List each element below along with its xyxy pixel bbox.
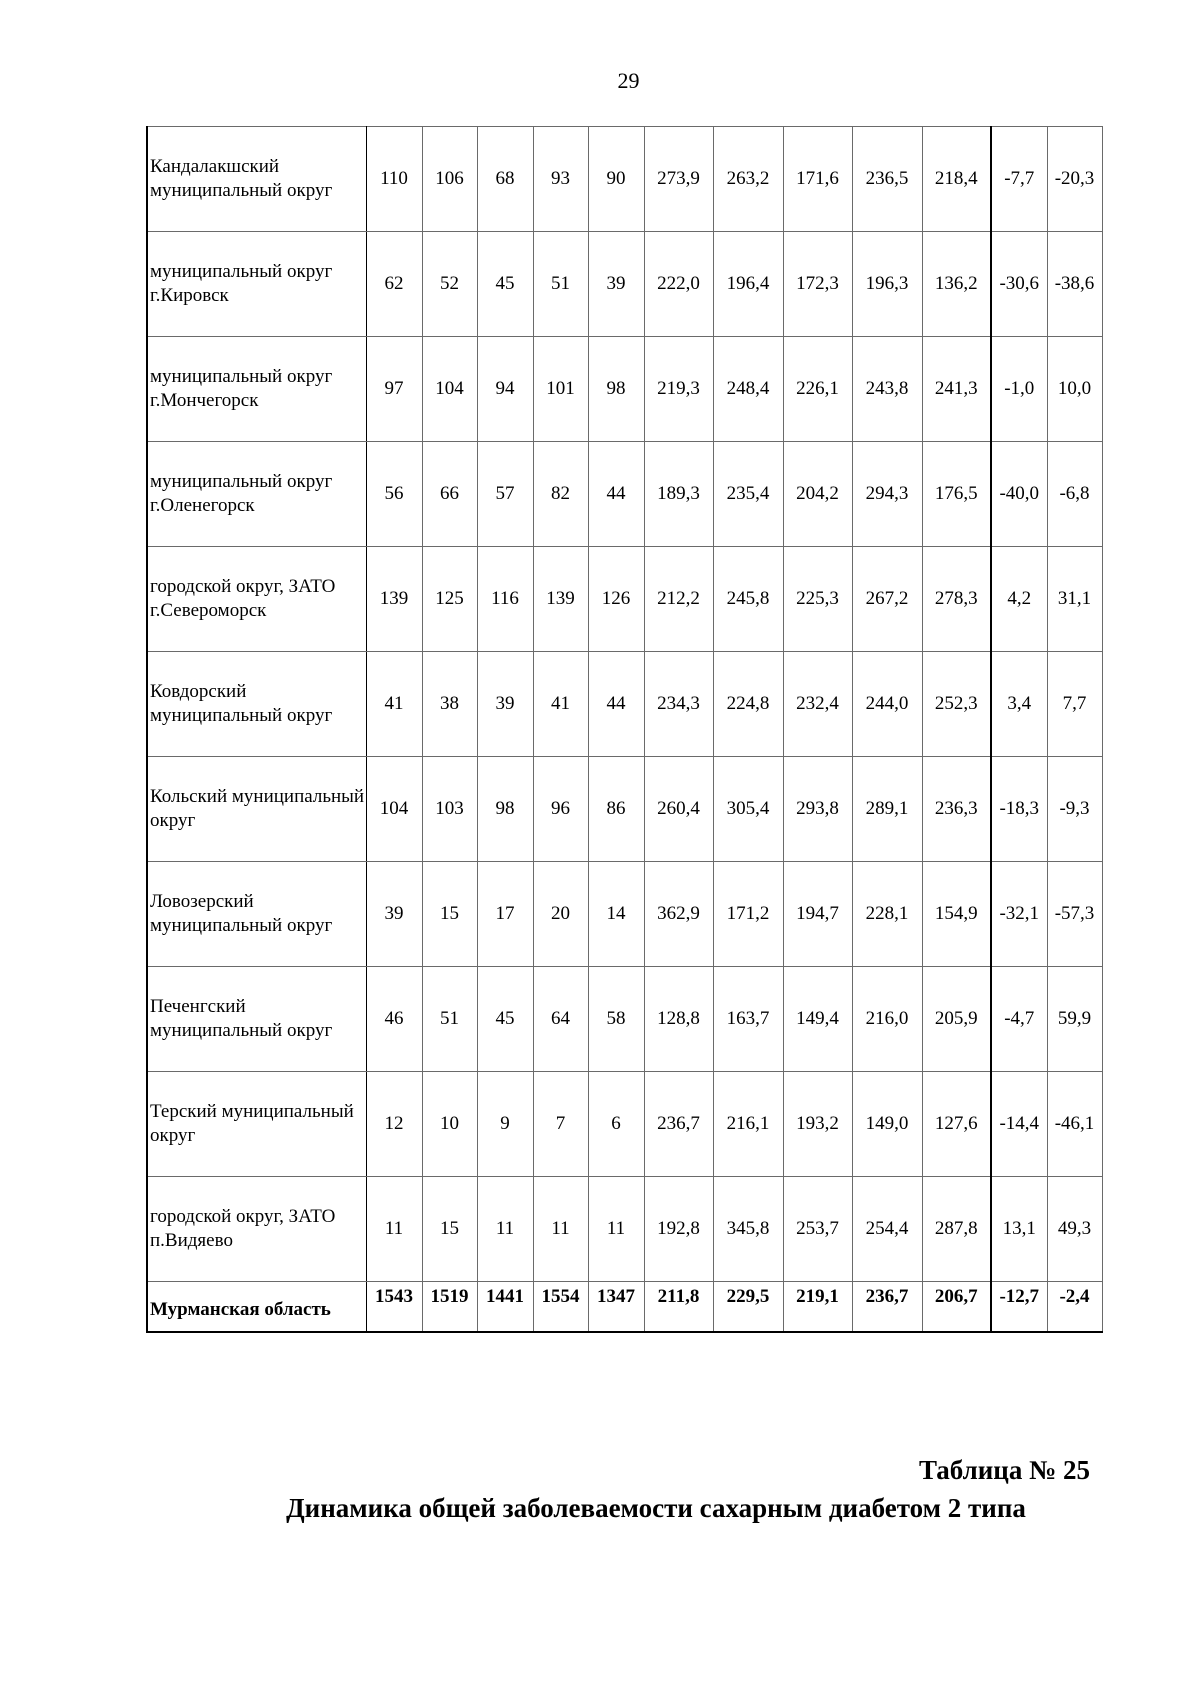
value-cell: 232,4 bbox=[783, 652, 852, 757]
value-cell: 14 bbox=[588, 862, 644, 967]
value-cell: 98 bbox=[477, 757, 533, 862]
value-cell: 110 bbox=[366, 127, 422, 232]
region-name-cell: муниципальный округ г.Мончегорск bbox=[147, 337, 366, 442]
value-cell: 218,4 bbox=[922, 127, 991, 232]
value-cell: -14,4 bbox=[991, 1072, 1047, 1177]
table-row bbox=[147, 442, 1102, 547]
value-cell: 44 bbox=[588, 652, 644, 757]
value-cell: 305,4 bbox=[713, 757, 783, 862]
value-cell: 211,8 bbox=[644, 1282, 713, 1333]
value-cell: 176,5 bbox=[922, 442, 991, 547]
value-cell: 139 bbox=[533, 547, 588, 652]
value-cell: 267,2 bbox=[852, 547, 922, 652]
morbidity-table bbox=[146, 126, 1103, 1333]
value-cell: 254,4 bbox=[852, 1177, 922, 1282]
value-cell: 171,2 bbox=[713, 862, 783, 967]
value-cell: 194,7 bbox=[783, 862, 852, 967]
value-cell: 362,9 bbox=[644, 862, 713, 967]
table-row bbox=[147, 967, 1102, 1072]
value-cell: 116 bbox=[477, 547, 533, 652]
value-cell: 45 bbox=[477, 967, 533, 1072]
region-name-cell: Кандалакшский муниципальный округ bbox=[147, 127, 366, 232]
value-cell: 126 bbox=[588, 547, 644, 652]
value-cell: 56 bbox=[366, 442, 422, 547]
value-cell: 253,7 bbox=[783, 1177, 852, 1282]
table-row bbox=[147, 547, 1102, 652]
table-number: Таблица № 25 bbox=[918, 1455, 1090, 1485]
region-name-cell: Кольский муниципальный округ bbox=[147, 757, 366, 862]
value-cell: 263,2 bbox=[713, 127, 783, 232]
value-cell: 244,0 bbox=[852, 652, 922, 757]
table-row bbox=[147, 652, 1102, 757]
value-cell: 216,0 bbox=[852, 967, 922, 1072]
value-cell: 41 bbox=[366, 652, 422, 757]
value-cell: 1519 bbox=[422, 1282, 477, 1333]
value-cell: 136,2 bbox=[922, 232, 991, 337]
value-cell: 101 bbox=[533, 337, 588, 442]
value-cell: 228,1 bbox=[852, 862, 922, 967]
value-cell: 38 bbox=[422, 652, 477, 757]
value-cell: 248,4 bbox=[713, 337, 783, 442]
value-cell: -18,3 bbox=[991, 757, 1047, 862]
value-cell: 11 bbox=[366, 1177, 422, 1282]
value-cell: 11 bbox=[533, 1177, 588, 1282]
region-name-cell: муниципальный округ г.Оленегорск bbox=[147, 442, 366, 547]
value-cell: 12 bbox=[366, 1072, 422, 1177]
table-row bbox=[147, 337, 1102, 442]
value-cell: 229,5 bbox=[713, 1282, 783, 1333]
value-cell: 58 bbox=[588, 967, 644, 1072]
value-cell: 171,6 bbox=[783, 127, 852, 232]
value-cell: 64 bbox=[533, 967, 588, 1072]
value-cell: -38,6 bbox=[1047, 232, 1102, 337]
page-number: 29 bbox=[617, 68, 640, 93]
region-name-cell: Печенгский муниципальный округ bbox=[147, 967, 366, 1072]
value-cell: 49,3 bbox=[1047, 1177, 1102, 1282]
value-cell: 10,0 bbox=[1047, 337, 1102, 442]
value-cell: 226,1 bbox=[783, 337, 852, 442]
value-cell: -40,0 bbox=[991, 442, 1047, 547]
value-cell: 51 bbox=[422, 967, 477, 1072]
value-cell: 103 bbox=[422, 757, 477, 862]
total-name-cell: Мурманская область bbox=[147, 1282, 366, 1333]
value-cell: 219,1 bbox=[783, 1282, 852, 1333]
value-cell: -32,1 bbox=[991, 862, 1047, 967]
value-cell: 10 bbox=[422, 1072, 477, 1177]
value-cell: 128,8 bbox=[644, 967, 713, 1072]
value-cell: 94 bbox=[477, 337, 533, 442]
value-cell: 52 bbox=[422, 232, 477, 337]
value-cell: 273,9 bbox=[644, 127, 713, 232]
value-cell: 1554 bbox=[533, 1282, 588, 1333]
value-cell: 62 bbox=[366, 232, 422, 337]
value-cell: 20 bbox=[533, 862, 588, 967]
value-cell: 139 bbox=[366, 547, 422, 652]
value-cell: 1347 bbox=[588, 1282, 644, 1333]
value-cell: 15 bbox=[422, 1177, 477, 1282]
value-cell: 51 bbox=[533, 232, 588, 337]
value-cell: 172,3 bbox=[783, 232, 852, 337]
value-cell: 196,4 bbox=[713, 232, 783, 337]
value-cell: 82 bbox=[533, 442, 588, 547]
value-cell: 1441 bbox=[477, 1282, 533, 1333]
region-name-cell: Ловозерский муниципальный округ bbox=[147, 862, 366, 967]
value-cell: 98 bbox=[588, 337, 644, 442]
table-row bbox=[147, 127, 1102, 232]
value-cell: 193,2 bbox=[783, 1072, 852, 1177]
value-cell: 225,3 bbox=[783, 547, 852, 652]
value-cell: 163,7 bbox=[713, 967, 783, 1072]
value-cell: -46,1 bbox=[1047, 1072, 1102, 1177]
value-cell: 236,7 bbox=[852, 1282, 922, 1333]
value-cell: 44 bbox=[588, 442, 644, 547]
value-cell: 192,8 bbox=[644, 1177, 713, 1282]
value-cell: 11 bbox=[477, 1177, 533, 1282]
value-cell: 39 bbox=[588, 232, 644, 337]
value-cell: 278,3 bbox=[922, 547, 991, 652]
table-row bbox=[147, 757, 1102, 862]
value-cell: 45 bbox=[477, 232, 533, 337]
value-cell: 57 bbox=[477, 442, 533, 547]
value-cell: 96 bbox=[533, 757, 588, 862]
value-cell: 224,8 bbox=[713, 652, 783, 757]
value-cell: 1543 bbox=[366, 1282, 422, 1333]
value-cell: -6,8 bbox=[1047, 442, 1102, 547]
table-title: Динамика общей заболеваемости сахарным диабетом 2 типа bbox=[286, 1493, 1026, 1523]
value-cell: -4,7 bbox=[991, 967, 1047, 1072]
region-name-cell: городской округ, ЗАТО г.Североморск bbox=[147, 547, 366, 652]
value-cell: 127,6 bbox=[922, 1072, 991, 1177]
value-cell: 31,1 bbox=[1047, 547, 1102, 652]
value-cell: -20,3 bbox=[1047, 127, 1102, 232]
value-cell: 204,2 bbox=[783, 442, 852, 547]
value-cell: 206,7 bbox=[922, 1282, 991, 1333]
value-cell: 3,4 bbox=[991, 652, 1047, 757]
region-name-cell: Терский муниципальный округ bbox=[147, 1072, 366, 1177]
value-cell: 252,3 bbox=[922, 652, 991, 757]
value-cell: 39 bbox=[366, 862, 422, 967]
value-cell: 289,1 bbox=[852, 757, 922, 862]
value-cell: 104 bbox=[422, 337, 477, 442]
value-cell: -1,0 bbox=[991, 337, 1047, 442]
value-cell: 196,3 bbox=[852, 232, 922, 337]
value-cell: 59,9 bbox=[1047, 967, 1102, 1072]
value-cell: -9,3 bbox=[1047, 757, 1102, 862]
value-cell: -30,6 bbox=[991, 232, 1047, 337]
value-cell: 66 bbox=[422, 442, 477, 547]
table-row bbox=[147, 1177, 1102, 1282]
value-cell: 243,8 bbox=[852, 337, 922, 442]
table-row bbox=[147, 862, 1102, 967]
value-cell: 7,7 bbox=[1047, 652, 1102, 757]
value-cell: -2,4 bbox=[1047, 1282, 1102, 1333]
value-cell: 149,0 bbox=[852, 1072, 922, 1177]
region-name-cell: муниципальный округ г.Кировск bbox=[147, 232, 366, 337]
value-cell: 11 bbox=[588, 1177, 644, 1282]
value-cell: 236,3 bbox=[922, 757, 991, 862]
table-total-row bbox=[147, 1282, 1102, 1333]
value-cell: -7,7 bbox=[991, 127, 1047, 232]
value-cell: 68 bbox=[477, 127, 533, 232]
value-cell: 222,0 bbox=[644, 232, 713, 337]
value-cell: 235,4 bbox=[713, 442, 783, 547]
value-cell: 17 bbox=[477, 862, 533, 967]
value-cell: 97 bbox=[366, 337, 422, 442]
value-cell: 106 bbox=[422, 127, 477, 232]
value-cell: 39 bbox=[477, 652, 533, 757]
value-cell: 13,1 bbox=[991, 1177, 1047, 1282]
value-cell: 260,4 bbox=[644, 757, 713, 862]
region-name-cell: Ковдорский муниципальный округ bbox=[147, 652, 366, 757]
value-cell: 15 bbox=[422, 862, 477, 967]
value-cell: 236,7 bbox=[644, 1072, 713, 1177]
value-cell: 294,3 bbox=[852, 442, 922, 547]
value-cell: 93 bbox=[533, 127, 588, 232]
value-cell: 219,3 bbox=[644, 337, 713, 442]
value-cell: -57,3 bbox=[1047, 862, 1102, 967]
value-cell: 46 bbox=[366, 967, 422, 1072]
value-cell: 241,3 bbox=[922, 337, 991, 442]
value-cell: 236,5 bbox=[852, 127, 922, 232]
value-cell: -12,7 bbox=[991, 1282, 1047, 1333]
value-cell: 154,9 bbox=[922, 862, 991, 967]
value-cell: 149,4 bbox=[783, 967, 852, 1072]
value-cell: 6 bbox=[588, 1072, 644, 1177]
value-cell: 234,3 bbox=[644, 652, 713, 757]
value-cell: 86 bbox=[588, 757, 644, 862]
value-cell: 90 bbox=[588, 127, 644, 232]
value-cell: 41 bbox=[533, 652, 588, 757]
value-cell: 4,2 bbox=[991, 547, 1047, 652]
value-cell: 216,1 bbox=[713, 1072, 783, 1177]
region-name-cell: городской округ, ЗАТО п.Видяево bbox=[147, 1177, 366, 1282]
value-cell: 189,3 bbox=[644, 442, 713, 547]
value-cell: 125 bbox=[422, 547, 477, 652]
table-row bbox=[147, 1072, 1102, 1177]
value-cell: 9 bbox=[477, 1072, 533, 1177]
value-cell: 212,2 bbox=[644, 547, 713, 652]
value-cell: 345,8 bbox=[713, 1177, 783, 1282]
value-cell: 205,9 bbox=[922, 967, 991, 1072]
value-cell: 245,8 bbox=[713, 547, 783, 652]
value-cell: 104 bbox=[366, 757, 422, 862]
value-cell: 287,8 bbox=[922, 1177, 991, 1282]
value-cell: 293,8 bbox=[783, 757, 852, 862]
value-cell: 7 bbox=[533, 1072, 588, 1177]
table-row bbox=[147, 232, 1102, 337]
